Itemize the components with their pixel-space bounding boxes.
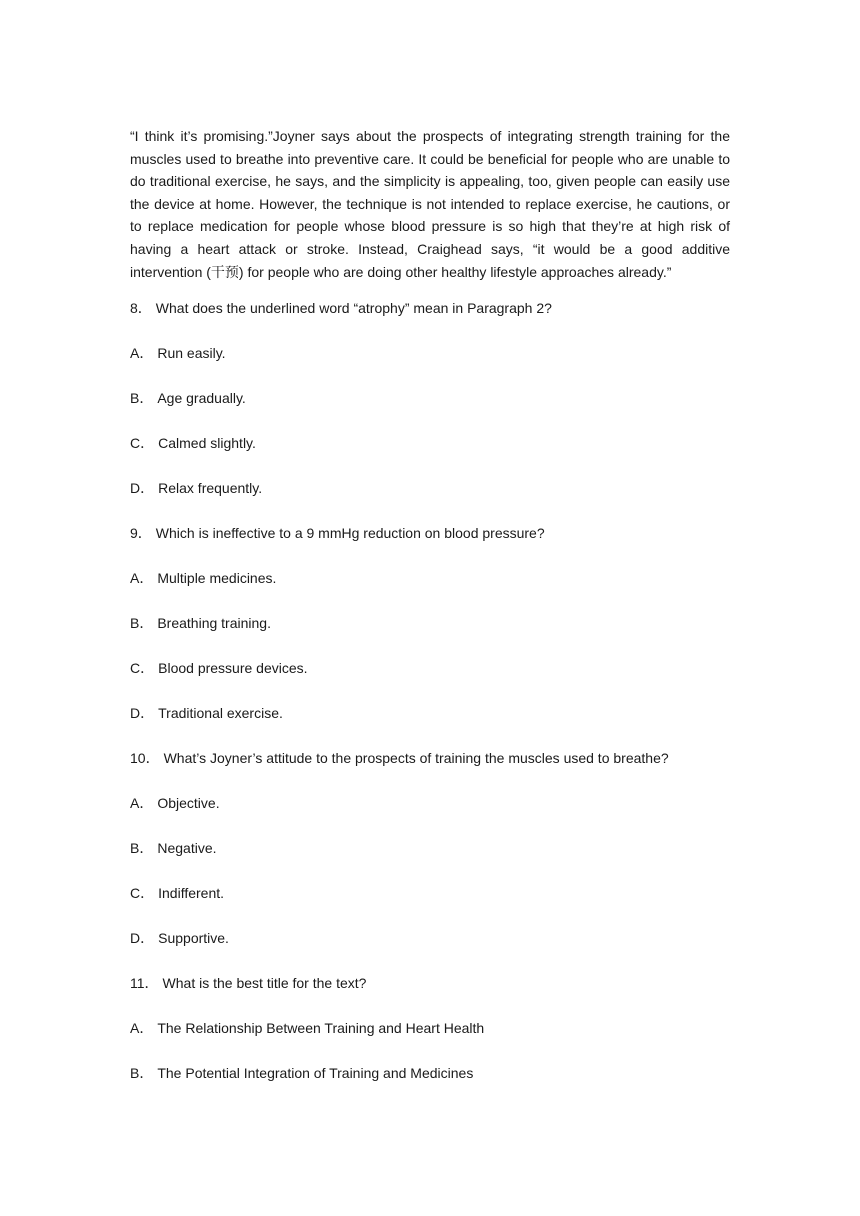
- option-text: Negative.: [157, 840, 217, 857]
- option-9c: [130, 657, 730, 679]
- question-number: 9．: [130, 525, 152, 542]
- question-text: What’s Joyner’s attitude to the prospects of training the muscles used to breathe?: [163, 750, 669, 767]
- option-8c: [130, 432, 730, 454]
- option-10c: [130, 882, 730, 904]
- option-8d: [130, 477, 730, 499]
- option-letter: A．: [130, 795, 154, 812]
- option-letter: A．: [130, 345, 154, 362]
- option-text: Relax frequently.: [158, 480, 263, 497]
- option-text: Multiple medicines.: [157, 570, 277, 587]
- option-text: The Relationship Between Training and Heart Health: [157, 1020, 485, 1037]
- option-text: Indifferent.: [158, 885, 225, 902]
- option-letter: D．: [130, 705, 155, 722]
- option-letter: B．: [130, 1065, 154, 1082]
- option-letter: B．: [130, 390, 154, 407]
- option-text: Objective.: [157, 795, 220, 812]
- question-number: 10．: [130, 750, 160, 767]
- option-letter: C．: [130, 660, 155, 677]
- option-text: The Potential Integration of Training and Medicines: [157, 1065, 474, 1082]
- option-8b: [130, 387, 730, 409]
- option-text: Breathing training.: [157, 615, 271, 632]
- option-letter: A．: [130, 1020, 154, 1037]
- question-number: 11．: [130, 975, 159, 992]
- option-10b: [130, 837, 730, 859]
- question-text: What is the best title for the text?: [162, 975, 367, 992]
- question-9: [130, 522, 730, 544]
- option-text: Calmed slightly.: [158, 435, 256, 452]
- option-text: Traditional exercise.: [158, 705, 283, 722]
- option-letter: D．: [130, 480, 155, 497]
- question-8: [130, 297, 730, 319]
- option-11b: [130, 1062, 730, 1084]
- option-text: Run easily.: [157, 345, 226, 362]
- option-text: Blood pressure devices.: [158, 660, 308, 677]
- option-10d: [130, 927, 730, 949]
- option-8a: [130, 342, 730, 364]
- question-11: [130, 972, 730, 994]
- passage-paragraph: “I think it’s promising.”Joyner says about the prospects of integrating strength training for the muscles used to breathe into preventive care. It could be beneficial for people who are unable to do traditional exercise, he says, and the simplicity is appealing, too, given people can easily use the device at home. However, the technique is not intended to replace exercise, he cautions, or to replace medication for people whose blood pressure is so high that they’re at high risk of having a heart attack or stroke. Instead, Craighead says, “it would be a good additive intervention (干预) for people who are doing other healthy lifestyle approaches already.”: [130, 128, 730, 280]
- option-10a: [130, 792, 730, 814]
- option-text: Age gradually.: [157, 390, 246, 407]
- question-10: [130, 747, 730, 769]
- option-9a: [130, 567, 730, 589]
- question-text: What does the underlined word “atrophy” mean in Paragraph 2?: [155, 300, 552, 317]
- option-9d: [130, 702, 730, 724]
- option-letter: B．: [130, 840, 154, 857]
- option-text: Supportive.: [158, 930, 229, 947]
- question-text: Which is ineffective to a 9 mmHg reduction on blood pressure?: [155, 525, 545, 542]
- option-letter: C．: [130, 435, 155, 452]
- option-letter: B．: [130, 615, 154, 632]
- option-11a: [130, 1017, 730, 1039]
- question-number: 8．: [130, 300, 152, 317]
- option-9b: [130, 612, 730, 634]
- document-page: [130, 125, 730, 1107]
- option-letter: A．: [130, 570, 154, 587]
- option-letter: C．: [130, 885, 155, 902]
- option-letter: D．: [130, 930, 155, 947]
